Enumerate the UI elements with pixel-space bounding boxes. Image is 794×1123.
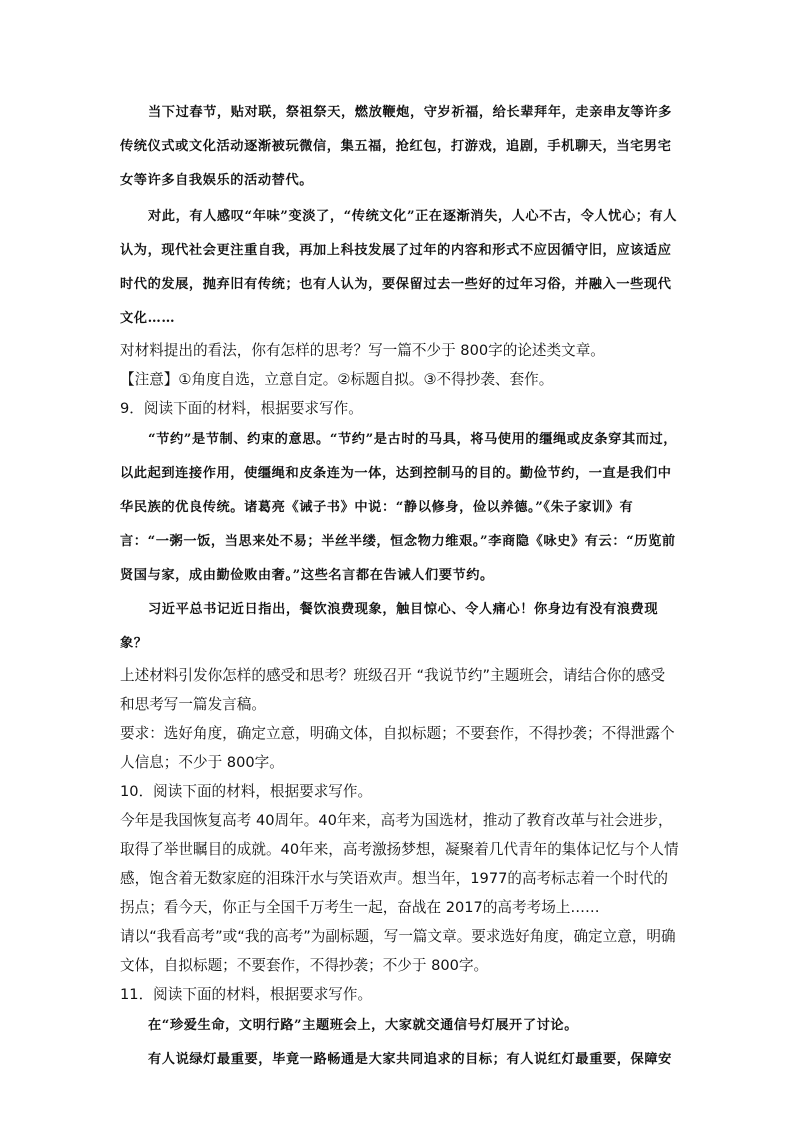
material-paragraph-gaokao: 今年是我国恢复高考 40周年。40年来，高考为国选材，推动了教育改革与社会进步，取得了举世瞩目的成就。40年来，高考激扬梦想，凝聚着几代青年的集体记忆与个人情感，饱含着无数家庭的泪珠汗水与笑语欢声。想当年，1977的高考标志着一个时代的拐点；看今天，你正与全国千万考生一起，奋战在 2017的高考考场上…… <box>120 812 679 916</box>
question-9-heading: 9．阅读下面的材料，根据要求写作。 <box>120 400 363 417</box>
material-paragraph-spring-festival: 当下过春节，贴对联，祭祖祭天，燃放鞭炮，守岁祈福，给长辈拜年，走亲串友等许多传统仪式或文化活动逐渐被玩微信，集五福，抢红包，打游戏，追剧，手机聊天，当宅男宅女等许多自我娱乐的活动替代。 <box>120 105 672 188</box>
question-10-heading: 10．阅读下面的材料，根据要求写作。 <box>120 783 373 800</box>
prompt-text-q9: 上述材料引发你怎样的感受和思考？班级召开 “我说节约”主题班会，请结合你的感受和思考写一篇发言稿。 <box>120 667 666 713</box>
material-paragraph-traffic-lights: 有人说绿灯最重要，毕竟一路畅通是大家共同追求的目标；有人说红灯最重要，保障安 <box>148 1052 672 1067</box>
prompt-text: 对材料提出的看法，你有怎样的思考？写一篇不少于 800字的论述类文章。 <box>120 342 605 359</box>
requirements-q9: 要求：选好角度，确定立意，明确文体，自拟标题；不要套作，不得抄袭；不得泄露个人信息；不少于 800字。 <box>120 725 675 771</box>
material-paragraph-opinions: 对此，有人感叹“年味”变淡了，“传统文化”正在逐渐消失，人心不古，令人忧心；有人认为，现代社会更注重自我，再加上科技发展了过年的内容和形式不应因循守旧，应该适应时代的发展，抛弃旧有传统；也有人认为，要保留过去一些好的过年习俗，并融入一些现代文化…… <box>120 209 678 326</box>
material-paragraph-waste: 习近平总书记近日指出，餐饮浪费现象，触目惊心、令人痛心！你身边有没有浪费现象？ <box>120 602 659 651</box>
prompt-text-q10: 请以“我看高考”或“我的高考”为副标题，写一篇文章。要求选好角度，确定立意，明确文体，自拟标题；不要套作，不得抄袭；不少于 800字。 <box>120 928 676 974</box>
notice-text: 【注意】①角度自选，立意自定。②标题自拟。③不得抄袭、套作。 <box>120 371 554 388</box>
material-paragraph-jieyue: “节约”是节制、约束的意思。“节约”是古时的马具，将马使用的缰绳或皮条穿其而过，以此起到连接作用，使缰绳和皮条连为一体，达到控制马的目的。勤俭节约，一直是我们中华民族的优良传统。诸葛亮《诫子书》中说：“静以修身，俭以养德。”《朱子家训》有言：“一粥一饭，当思来处不易；半丝半缕，恒念物力维艰。”李商隐《咏史》有云：“历览前贤国与家，成由勤俭败由奢。”这些名言都在告诫人们要节约。 <box>120 432 678 583</box>
question-11-heading: 11．阅读下面的材料，根据要求写作。 <box>120 986 373 1003</box>
material-paragraph-class-meeting: 在“珍爱生命，文明行路”主题班会上，大家就交通信号灯展开了讨论。 <box>148 1018 578 1033</box>
